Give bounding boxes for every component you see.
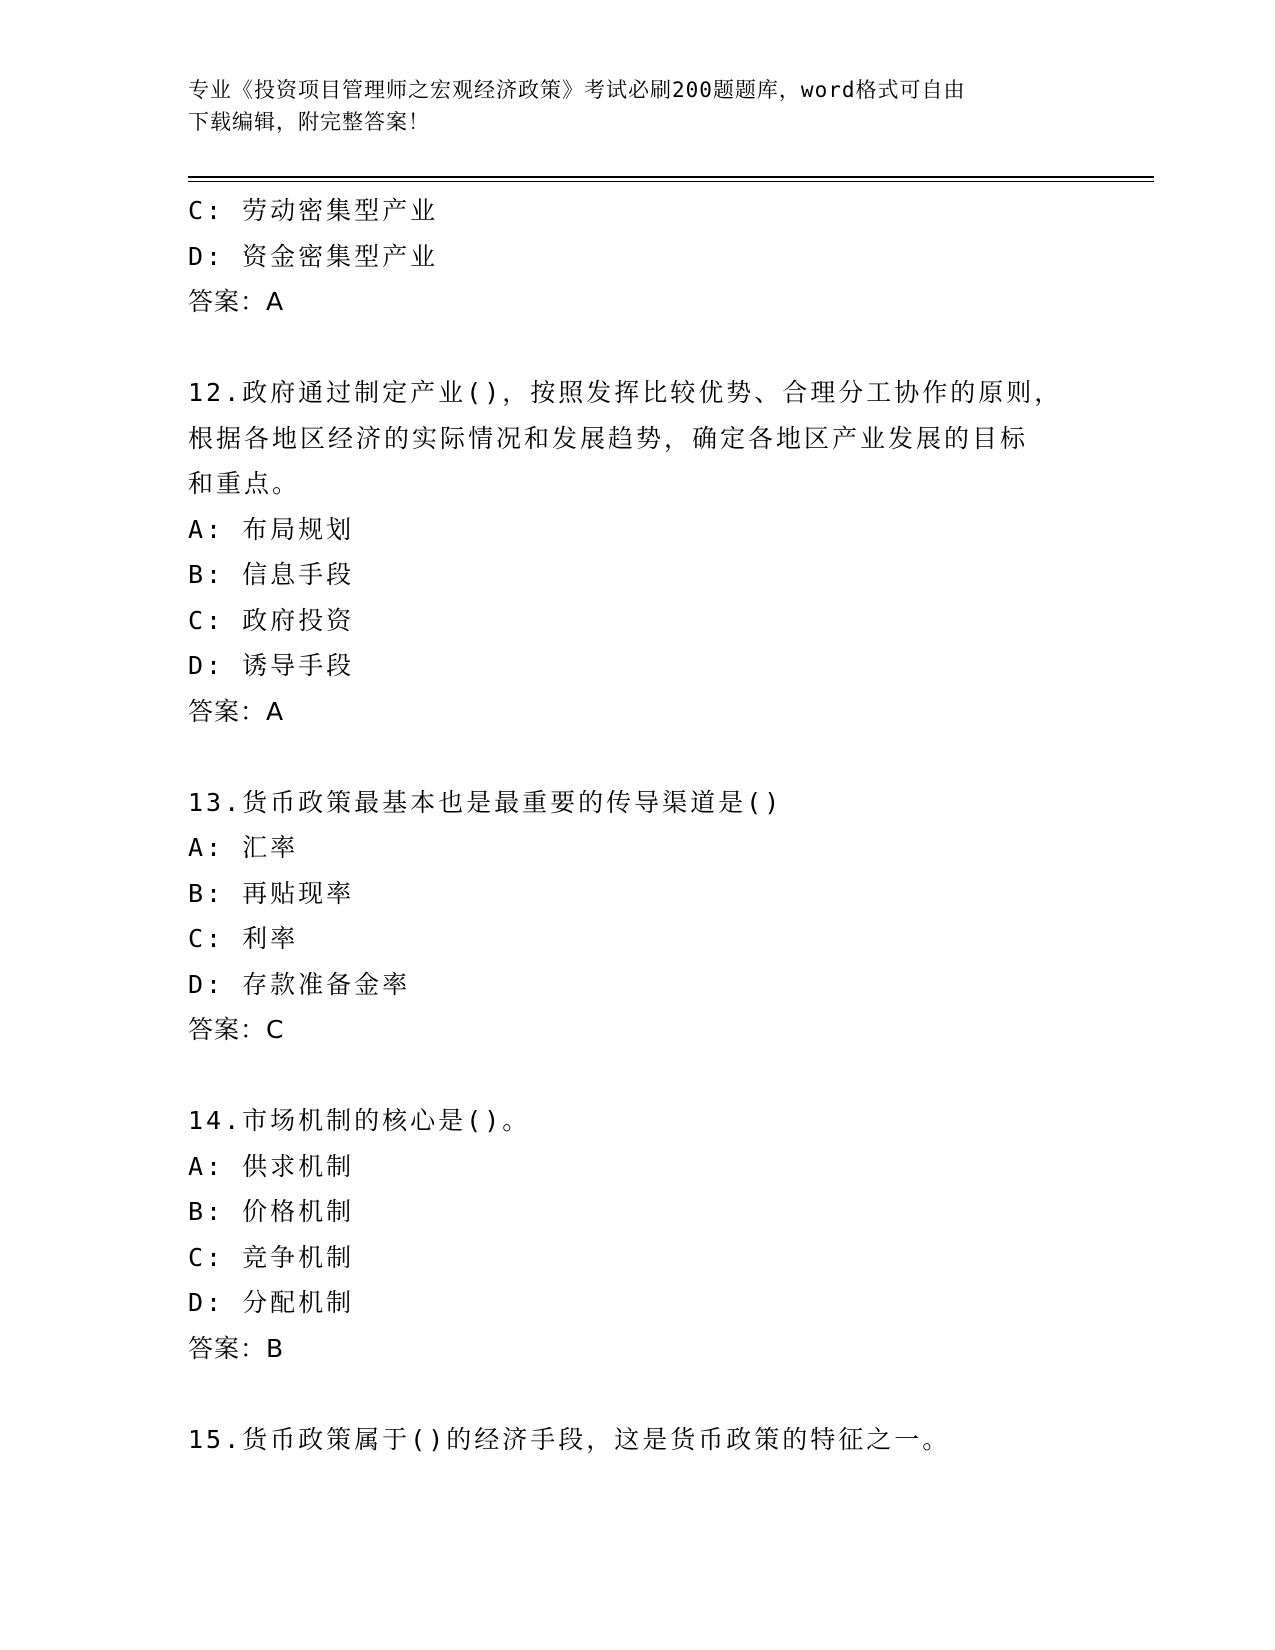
option-d: D: 存款准备金率: [188, 969, 411, 999]
option-c: C: 劳动密集型产业: [188, 196, 439, 225]
question-text-line: 和重点。: [188, 469, 301, 498]
spacer: [188, 734, 1088, 780]
answer: 答案：A: [188, 696, 285, 726]
option-b: B: 信息手段: [188, 560, 355, 589]
header-rule-thick: [188, 176, 1154, 178]
question-text: 13.货币政策最基本也是最重要的传导渠道是(): [188, 787, 783, 817]
option-b: B: 再贴现率: [188, 878, 355, 908]
header-line-1: 专业《投资项目管理师之宏观经济政策》考试必刷200题题库，word格式可自由: [188, 78, 966, 102]
question-list: [188, 188, 1088, 1462]
option-c: C: 政府投资: [188, 605, 355, 635]
spacer: [188, 1371, 1088, 1417]
question-15: [188, 1417, 1088, 1463]
question-11-continued: [188, 188, 1088, 325]
option-a: A: 汇率: [188, 833, 299, 862]
question-text: 15.货币政策属于()的经济手段，这是货币政策的特征之一。: [188, 1424, 951, 1454]
option-b: B: 价格机制: [188, 1197, 355, 1226]
option-c: C: 竞争机制: [188, 1242, 355, 1272]
option-d: D: 资金密集型产业: [188, 241, 439, 271]
option-d: D: 分配机制: [188, 1288, 355, 1317]
question-text-line: 根据各地区经济的实际情况和发展趋势，确定各地区产业发展的目标: [188, 423, 1029, 453]
question-14: [188, 1098, 1088, 1371]
question-text-line: 12.政府通过制定产业()，按照发挥比较优势、合理分工协作的原则，: [188, 378, 1063, 407]
spacer: [188, 1053, 1088, 1099]
answer: 答案：B: [188, 1333, 285, 1363]
question-text: 14.市场机制的核心是()。: [188, 1106, 531, 1135]
option-a: A: 布局规划: [188, 514, 355, 544]
answer: 答案：C: [188, 1015, 285, 1044]
option-a: A: 供求机制: [188, 1151, 355, 1181]
question-12: [188, 370, 1088, 734]
document-header: [188, 74, 1068, 138]
spacer: [188, 325, 1088, 371]
question-13: [188, 780, 1088, 1053]
header-rule-thin: [188, 181, 1154, 182]
option-c: C: 利率: [188, 924, 299, 953]
header-line-2: 下载编辑，附完整答案！: [188, 110, 430, 134]
option-d: D: 诱导手段: [188, 651, 355, 680]
answer: 答案：A: [188, 287, 285, 316]
